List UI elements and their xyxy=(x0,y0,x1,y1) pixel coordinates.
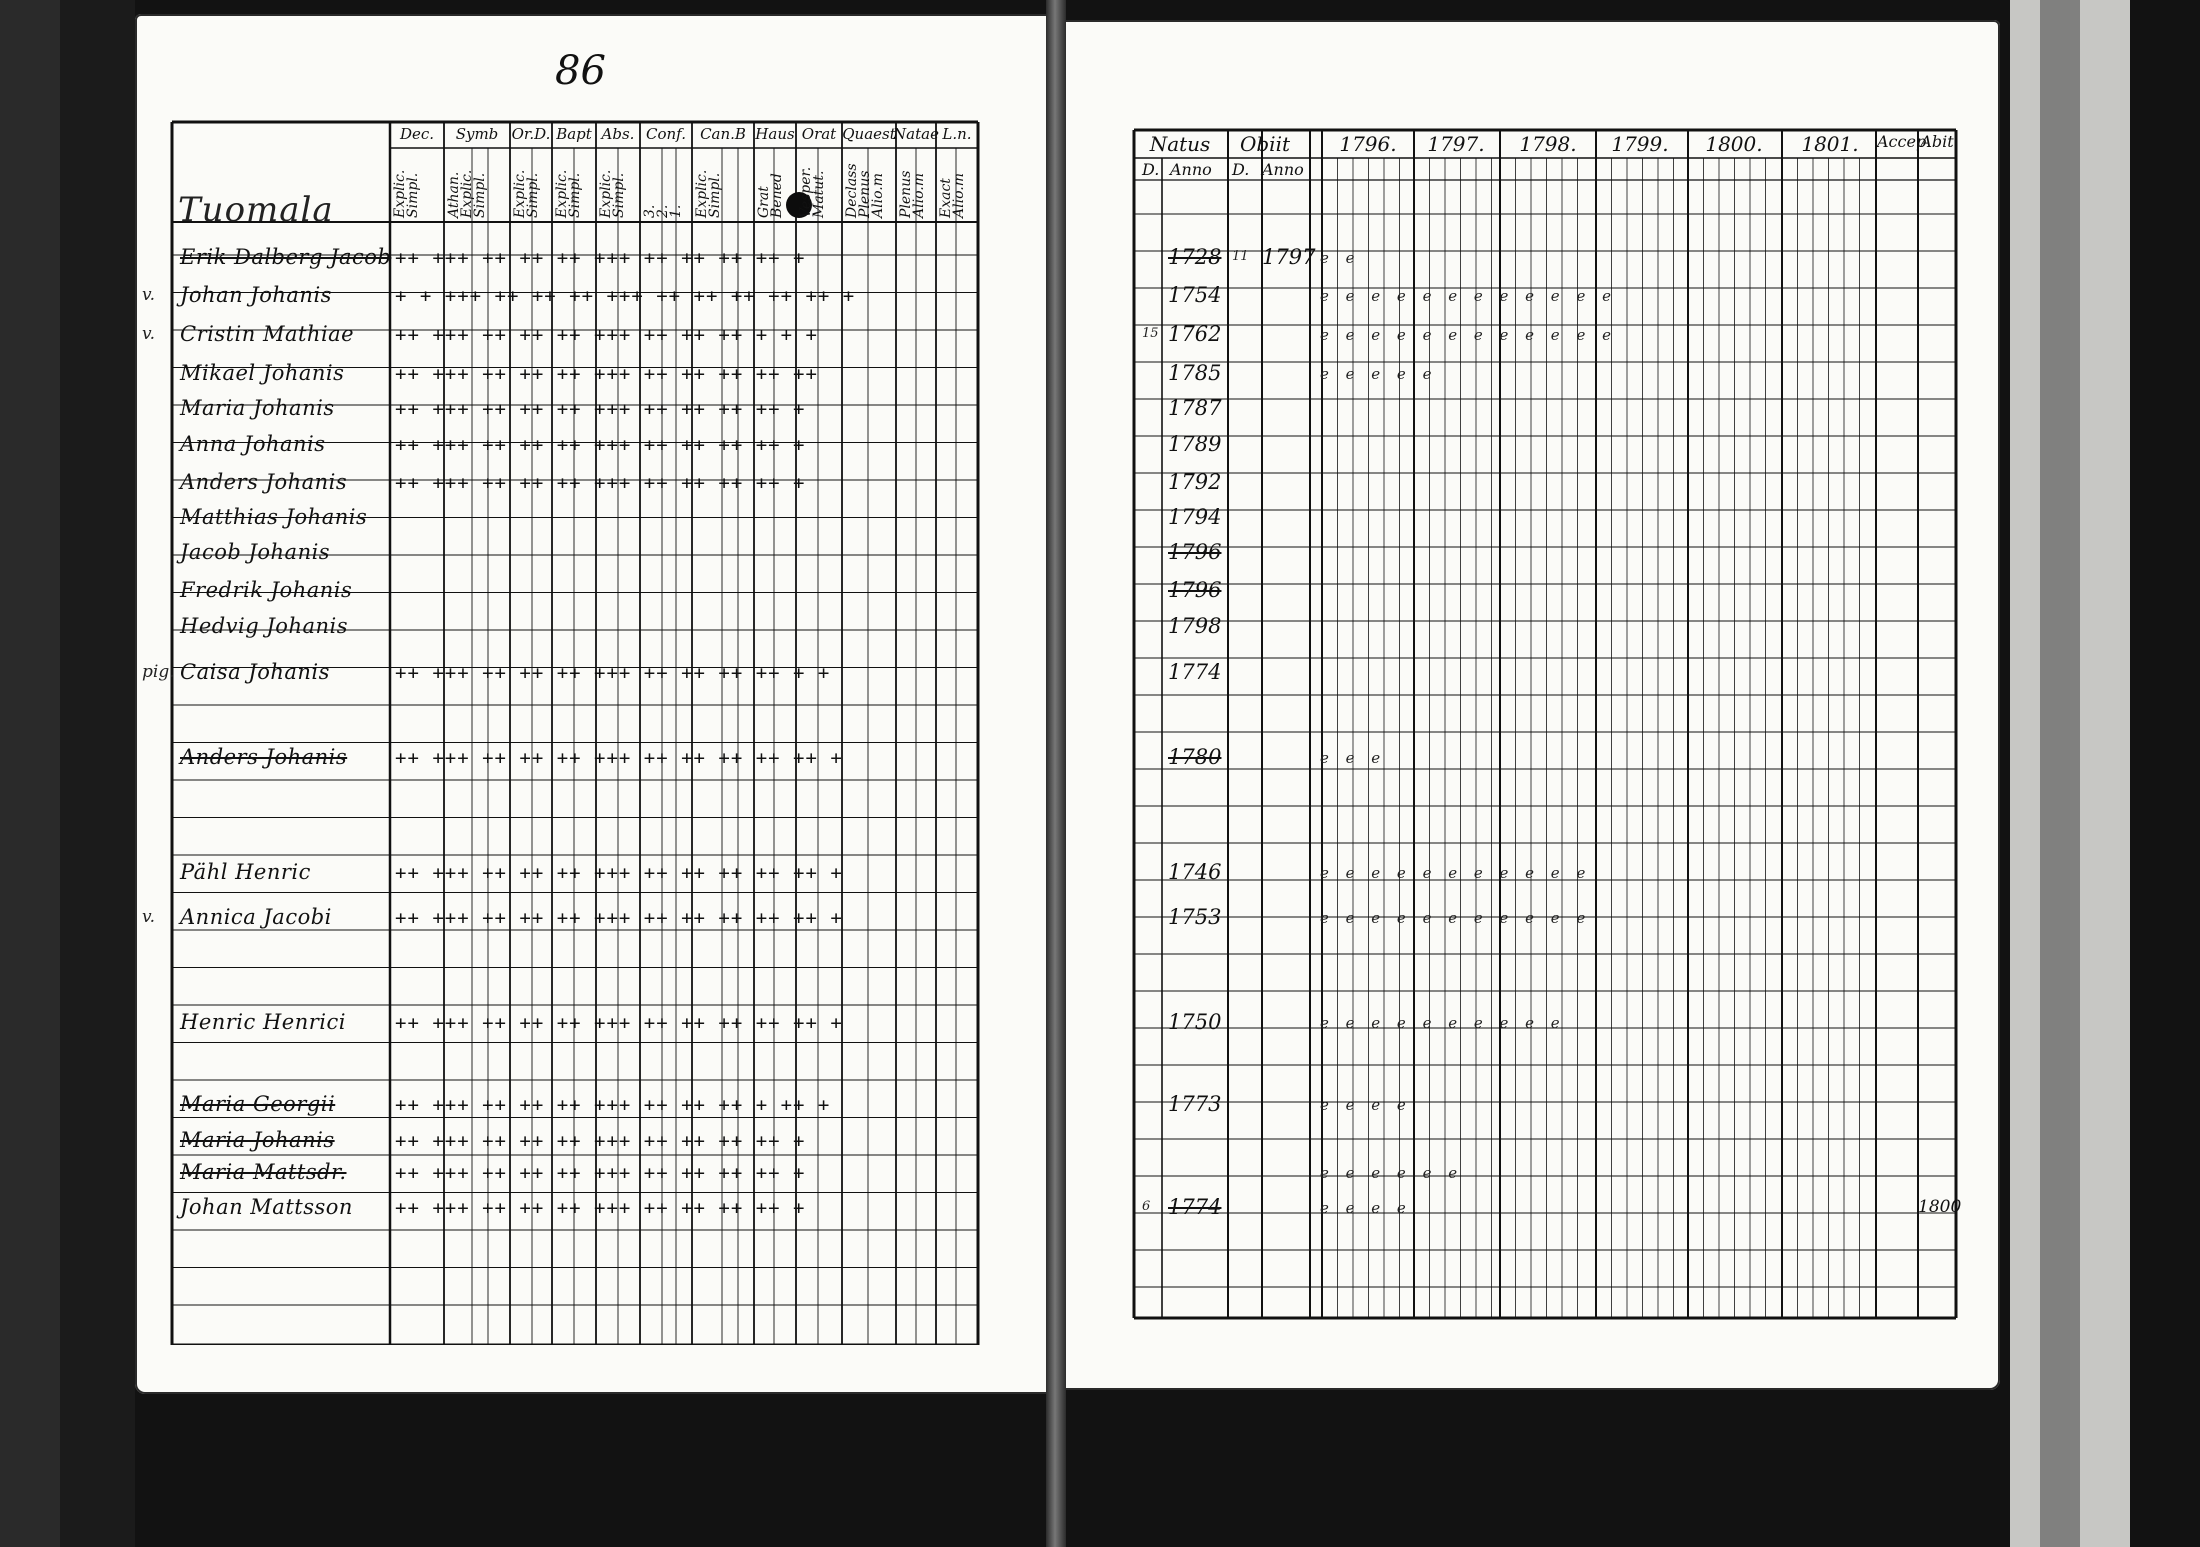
person-name: Mikael Johanis xyxy=(180,361,345,385)
attendance-marks: ++ +++ ++ ++ ++ +++ ++ ++ ++ ++ + xyxy=(395,1130,806,1152)
person-name: Johan Johanis xyxy=(180,283,332,307)
column-subheader: Plenus Alio.m xyxy=(898,170,927,218)
column-subheader: Athan. Explic. Simpl. xyxy=(446,169,488,218)
birth-day: 15 xyxy=(1142,326,1159,341)
right-register-grid xyxy=(1132,128,1958,1328)
column-header: Abs. xyxy=(601,125,635,143)
person-name: Maria Mattsdr. xyxy=(180,1160,347,1184)
column-subheader: Explic. Simpl. xyxy=(694,169,723,218)
column-header: 1800. xyxy=(1705,132,1763,156)
obiit-year-header: Anno xyxy=(1262,160,1304,179)
column-header: Orat xyxy=(801,125,837,143)
page-number: 86 xyxy=(555,48,606,94)
attendance-marks: ++ +++ ++ ++ ++ +++ ++ ++ ++ ++ ++ + xyxy=(395,862,843,884)
column-subheader: Vesper. Matut. xyxy=(798,166,827,218)
obiit-day-header: D. xyxy=(1232,160,1250,179)
person-name: Cristin Mathiae xyxy=(180,322,355,346)
attendance-marks: ++ +++ ++ ++ ++ +++ ++ ++ ++ ++ + xyxy=(395,247,806,269)
row-prefix: v. xyxy=(142,324,155,344)
row-prefix: v. xyxy=(142,907,155,927)
person-name: Maria Johanis xyxy=(180,1128,335,1152)
column-header: L.n. xyxy=(942,125,972,143)
column-header: Obiit xyxy=(1239,132,1291,156)
attendance-marks: ++ +++ ++ ++ ++ +++ ++ ++ ++ + ++ + xyxy=(395,1094,831,1116)
column-header: Quaest xyxy=(842,125,896,143)
column-header: 1801. xyxy=(1801,132,1859,156)
attendance-marks: ++ +++ ++ ++ ++ +++ ++ ++ ++ + + + xyxy=(395,324,818,346)
communion-marks: e e e e e e e e e e e e xyxy=(1320,326,1617,344)
attendance-marks: ++ +++ ++ ++ ++ +++ ++ ++ ++ ++ ++ + xyxy=(395,1012,843,1034)
person-name: Jacob Johanis xyxy=(180,540,331,564)
person-name: Hedvig Johanis xyxy=(180,614,349,638)
communion-marks: e e e xyxy=(1320,749,1387,767)
birth-year: 1796 xyxy=(1168,540,1222,564)
communion-marks: e e e e e e e e e e e xyxy=(1320,909,1592,927)
death-day: 11 xyxy=(1232,249,1249,264)
birth-year: 1728 xyxy=(1168,245,1222,269)
attendance-marks: ++ +++ ++ ++ ++ +++ ++ ++ ++ ++ + xyxy=(395,398,806,420)
column-subheader: Explic. Simpl. xyxy=(598,169,627,218)
abit-year: 1800 xyxy=(1918,1197,1962,1217)
birth-year: 1792 xyxy=(1168,470,1222,494)
person-name: Fredrik Johanis xyxy=(180,578,353,602)
column-header: Conf. xyxy=(646,125,686,143)
column-header: Natus xyxy=(1149,132,1211,156)
column-subheader: Declass Plenus Alio.m xyxy=(844,163,886,218)
communion-marks: e e e e e e e e e e e xyxy=(1320,864,1592,882)
column-header: Abit xyxy=(1920,132,1954,151)
attendance-marks: ++ +++ ++ ++ ++ +++ ++ ++ ++ ++ + xyxy=(395,1197,806,1219)
person-name: Maria Georgii xyxy=(180,1092,336,1116)
birth-year: 1780 xyxy=(1168,745,1222,769)
column-subheader: Exact Alio.m xyxy=(938,173,967,218)
attendance-marks: ++ +++ ++ ++ ++ +++ ++ ++ ++ ++ ++ + xyxy=(395,747,843,769)
birth-day: 6 xyxy=(1142,1199,1151,1214)
column-subheader: 3. 2. 1. xyxy=(642,204,684,218)
book-gutter xyxy=(1046,0,1066,1547)
birth-year: 1773 xyxy=(1168,1092,1222,1116)
person-name: Henric Henrici xyxy=(180,1010,346,1034)
column-header: 1797. xyxy=(1427,132,1485,156)
communion-marks: e e e e e e e e e e xyxy=(1320,1014,1566,1032)
birth-year: 1798 xyxy=(1168,614,1222,638)
column-header: Haus xyxy=(755,125,795,143)
natus-day-header: D. xyxy=(1142,160,1160,179)
row-prefix: pig. xyxy=(142,662,175,682)
column-header: Dec. xyxy=(399,125,435,143)
attendance-marks: + + +++ ++ ++ ++ +++ ++ ++ ++ ++ ++ + xyxy=(395,285,856,307)
column-header: 1796. xyxy=(1339,132,1397,156)
person-name: Anders Johanis xyxy=(180,470,348,494)
birth-year: 1785 xyxy=(1168,361,1222,385)
communion-marks: e e e e e e xyxy=(1320,1164,1464,1182)
person-name: Johan Mattsson xyxy=(180,1195,353,1219)
attendance-marks: ++ +++ ++ ++ ++ +++ ++ ++ ++ ++ + + xyxy=(395,662,831,684)
person-name: Pähl Henric xyxy=(180,860,311,884)
column-header: Can.B xyxy=(700,125,746,143)
column-header: Or.D. xyxy=(511,125,551,143)
attendance-marks: ++ +++ ++ ++ ++ +++ ++ ++ ++ ++ + xyxy=(395,434,806,456)
column-header: Natae xyxy=(893,125,939,143)
attendance-marks: ++ +++ ++ ++ ++ +++ ++ ++ ++ ++ + xyxy=(395,472,806,494)
birth-year: 1787 xyxy=(1168,396,1222,420)
communion-marks: e e e e e xyxy=(1320,365,1438,383)
birth-year: 1750 xyxy=(1168,1010,1222,1034)
column-subheader: Explic. Simpl. xyxy=(554,169,583,218)
column-header: 1798. xyxy=(1519,132,1577,156)
attendance-marks: ++ +++ ++ ++ ++ +++ ++ ++ ++ ++ ++ + xyxy=(395,907,843,929)
person-name: Matthias Johanis xyxy=(180,505,368,529)
person-name: Caisa Johanis xyxy=(180,660,330,684)
birth-year: 1746 xyxy=(1168,860,1222,884)
communion-marks: e e e e e e e e e e e e xyxy=(1320,287,1617,305)
communion-marks: e e e e xyxy=(1320,1096,1412,1114)
person-name: Erik Dalberg Jacob xyxy=(180,245,392,269)
birth-year: 1754 xyxy=(1168,283,1222,307)
column-subheader: Explic. Simpl. xyxy=(392,169,421,218)
person-name: Anna Johanis xyxy=(180,432,326,456)
row-prefix: v. xyxy=(142,285,155,305)
column-header: Bapt xyxy=(556,125,592,143)
birth-year: 1753 xyxy=(1168,905,1222,929)
birth-year: 1794 xyxy=(1168,505,1222,529)
birth-year: 1774 xyxy=(1168,660,1222,684)
birth-year: 1796 xyxy=(1168,578,1222,602)
attendance-marks: ++ +++ ++ ++ ++ +++ ++ ++ ++ ++ ++ xyxy=(395,363,818,385)
natus-year-header: Anno xyxy=(1170,160,1212,179)
birth-year: 1789 xyxy=(1168,432,1222,456)
birth-year: 1762 xyxy=(1168,322,1222,346)
column-header: Accep xyxy=(1877,132,1927,151)
communion-marks: e e e e xyxy=(1320,1199,1412,1217)
person-name: Annica Jacobi xyxy=(180,905,332,929)
column-subheader: Grat Bened xyxy=(756,173,785,218)
birth-year: 1774 xyxy=(1168,1195,1222,1219)
column-header: Symb xyxy=(455,125,499,143)
person-name: Anders Johanis xyxy=(180,745,348,769)
communion-marks: e e xyxy=(1320,249,1361,267)
column-subheader: Explic. Simpl. xyxy=(512,169,541,218)
death-year: 1797 xyxy=(1262,245,1316,269)
column-header: 1799. xyxy=(1611,132,1669,156)
village-title: Tuomala xyxy=(178,190,334,230)
person-name: Maria Johanis xyxy=(180,396,335,420)
attendance-marks: ++ +++ ++ ++ ++ +++ ++ ++ ++ ++ + xyxy=(395,1162,806,1184)
